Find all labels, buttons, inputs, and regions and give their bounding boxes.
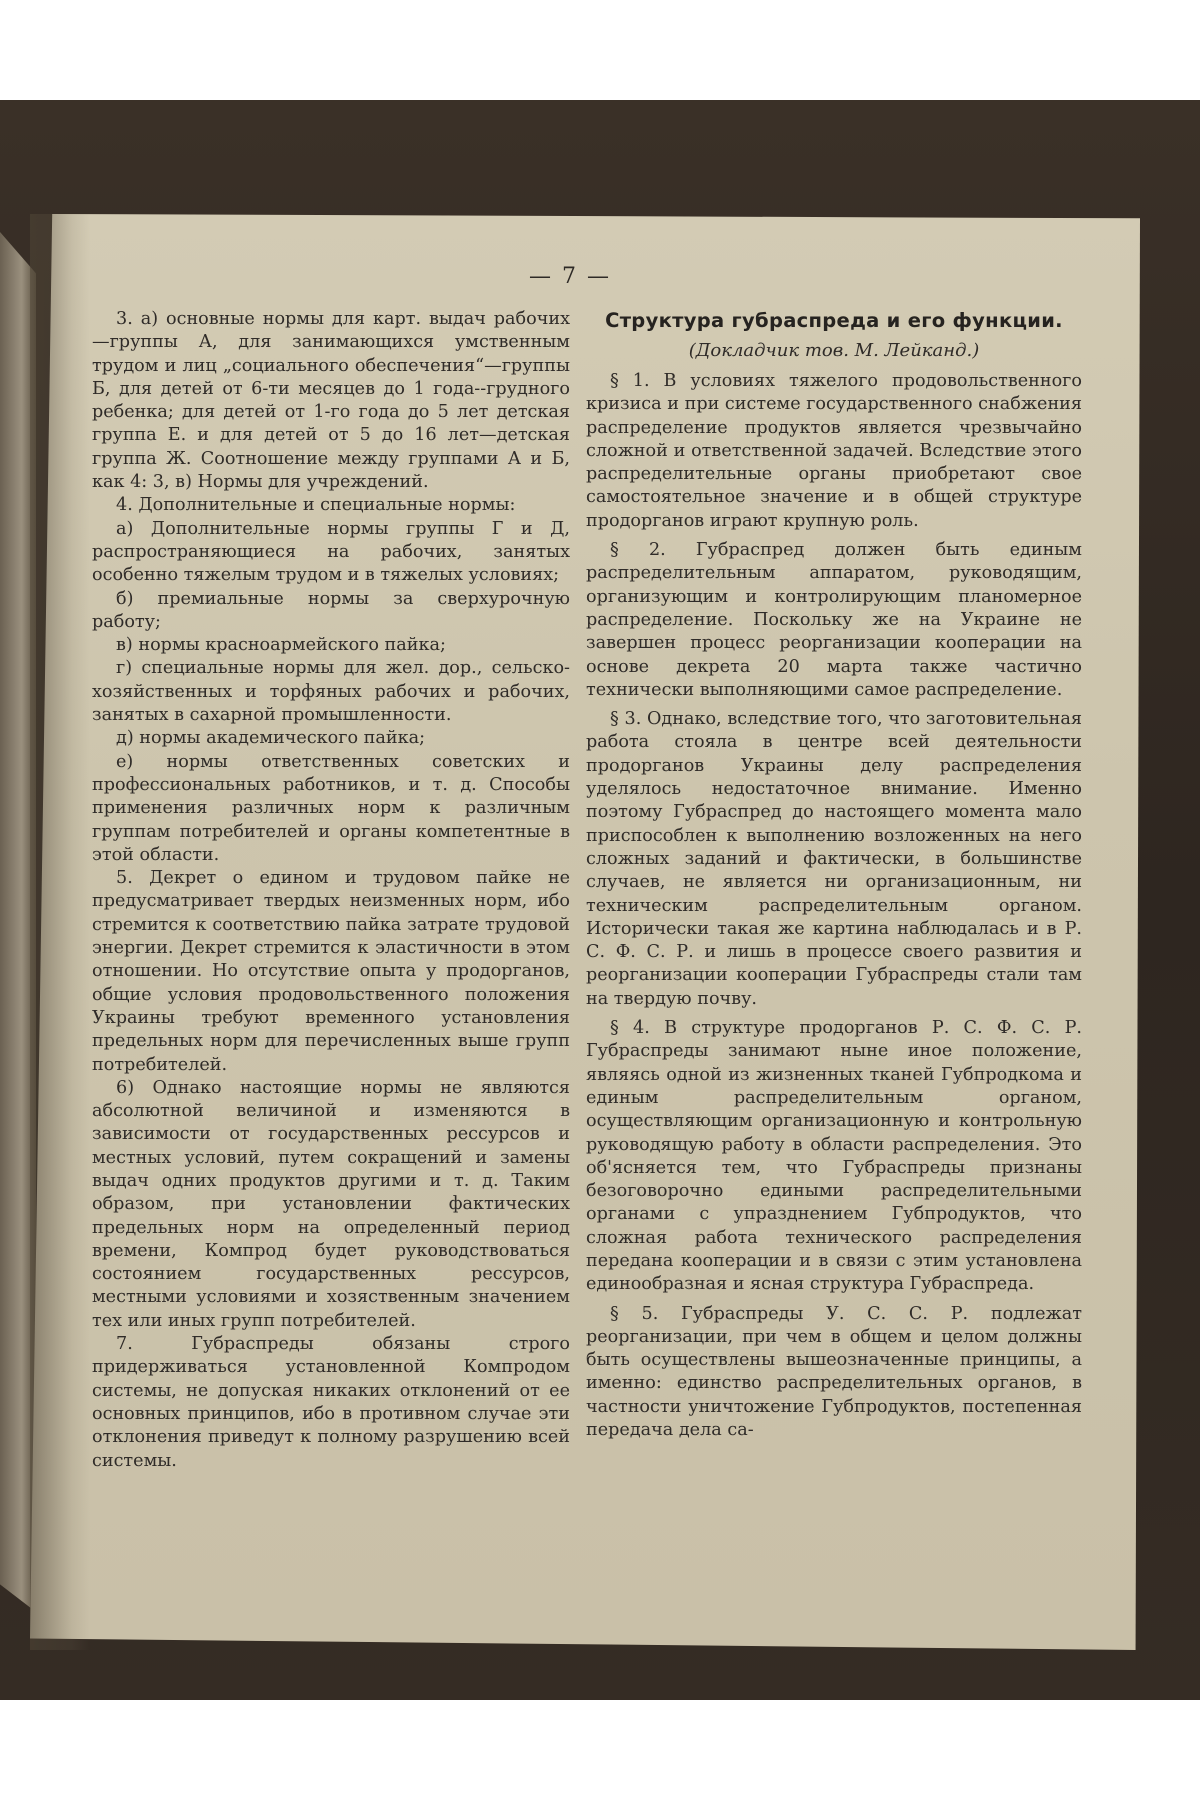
speaker-note: (Докладчик тов. М. Лейканд.)	[688, 340, 980, 361]
paragraph-4b: б) премиальные нормы за сверхурочную работу;	[92, 588, 570, 632]
paragraph-6: 6) Однако настоящие нормы не являются абсолютной величиной и изменяются в зависимости от государственных рессурсов и местных условий, путем сокращений и замены выдач одних продуктов другими и т. д. Таким образом, при установлении фактических предельных норм на определенный период времени, Компрод будет руководствоваться состоянием государственных рессурсов, местными условиями и хозяственным значением тех или иных групп потребителей.	[92, 1077, 570, 1331]
paragraph-7: 7. Губраспреды обязаны строго придерживаться установленной Компродом системы, не допуская никаких отклонений от ее основных принципов, ибо в противном случае эти отклонения приведут к полному разрушению всей системы.	[92, 1334, 570, 1471]
paragraph-4e: д) нормы академического пайка;	[116, 728, 426, 749]
page-number: — 7 —	[529, 264, 611, 289]
paragraph-4f: е) нормы ответственных советских и профессиональных работников, и т. д. Способы применения различных норм к различным группам потребителей и органы компетентные в этой области.	[92, 751, 570, 865]
bottom-white-border	[0, 1700, 1200, 1800]
paragraph-4d: г) специальные нормы для жел. дор., сельско-хозяйственных и торфяных рабочих и рабочих, занятых в сахарной промышленности.	[92, 658, 570, 726]
paragraph-4a: а) Дополнительные нормы группы Г и Д, распространяющиеся на рабочих, занятых особенно тяжелым трудом и в тяжелых условиях;	[92, 518, 570, 586]
section-paragraph-3: § 3. Однако, вследствие того, что заготовительная работа стояла в центре всей деятельности продорганов Украины делу распределения уделялось недостаточное внимание. Именно поэтому Губраспред до настоящего момента мало приспособлен к выполнению возложенных на него сложных заданий и фактически, в большинстве случаев, не является ни организационным, ни техническим распределительным органом. Исторически такая же картина наблюдалась и в Р. С. Ф. С. Р. и лишь в процессе своего развития и реорганизации кооперации Губраспреды стали там на твердую почву.	[586, 709, 1082, 1009]
paragraph-4c: в) нормы красноармейского пайка;	[116, 635, 446, 656]
section-paragraph-2: § 2. Губраспред должен быть единым распределительным аппаратом, руководящим, организующим и контролирующим планомерное распределение. Поскольку же на Украине не завершен процесс реорганизации кооперации на основе декрета 20 марта также частично технически выполняющими самое распределение.	[586, 540, 1082, 700]
top-white-border	[0, 0, 1200, 100]
section-heading: Структура губраспреда и его функции.	[605, 309, 1063, 332]
section-paragraph-5: § 5. Губраспреды У. С. С. Р. подлежат реорганизации, при чем в общем и целом должны быть осуществлены вышеозначенные принципы, а именно: единство распределительных органов, в частности уничтожение Губпродуктов, постепенная передача дела са-	[586, 1303, 1082, 1441]
paragraph-3: 3. а) основные нормы для карт. выдач рабочих—группы А, для занимающихся умственным трудом и лиц „социального обеспечения“—группы Б, для детей от 6-ти месяцев до 1 года--грудного ребенка; для детей от 1-го года до 5 лет детская группа Е. и для детей от 5 до 16 лет—детская группа Ж. Соотношение между группами А и Б, как 4: 3, в) Нормы для учреждений.	[92, 309, 570, 493]
left-text-column	[92, 308, 570, 1473]
paragraph-5: 5. Декрет о едином и трудовом пайке не предусматривает твердых неизменных норм, ибо стремится к соответствию пайка затрате трудовой энергии. Декрет стремится к эластичности в этом отношении. Но отсутствие опыта у продорганов, общие условия продовольственного положения Украины требуют временного установления предельных норм для перечисленных выше групп потребителей.	[92, 868, 570, 1075]
section-paragraph-4: § 4. В структуре продорганов Р. С. Ф. С. Р. Губраспреды занимают ныне иное положение, являясь одной из жизненных тканей Губпродкома и единым распределительным органом, осуществляющим организационную и контрольную руководящую работу в области распределения. Это об'ясняется тем, что Губраспреды признаны безоговорочно едиными распределительными органами с упразднением Губпродуктов, что сложная работа технического распределения передана кооперации и в связи с этим установлена единообразная и ясная структура Губраспреда.	[586, 1018, 1082, 1295]
right-text-column	[586, 308, 1082, 1448]
paragraph-4: 4. Дополнительные и специальные нормы:	[116, 495, 516, 516]
section-paragraph-1: § 1. В условиях тяжелого продовольственного кризиса и при системе государственного снабжения распределение продуктов является чрезвычайно сложной и ответственной задачей. Вследствие этого распределительные органы приобретают свое самостоятельное значение и в общей структуре продорганов играют крупную роль.	[586, 371, 1082, 531]
page-gutter-shadow	[30, 214, 90, 1650]
